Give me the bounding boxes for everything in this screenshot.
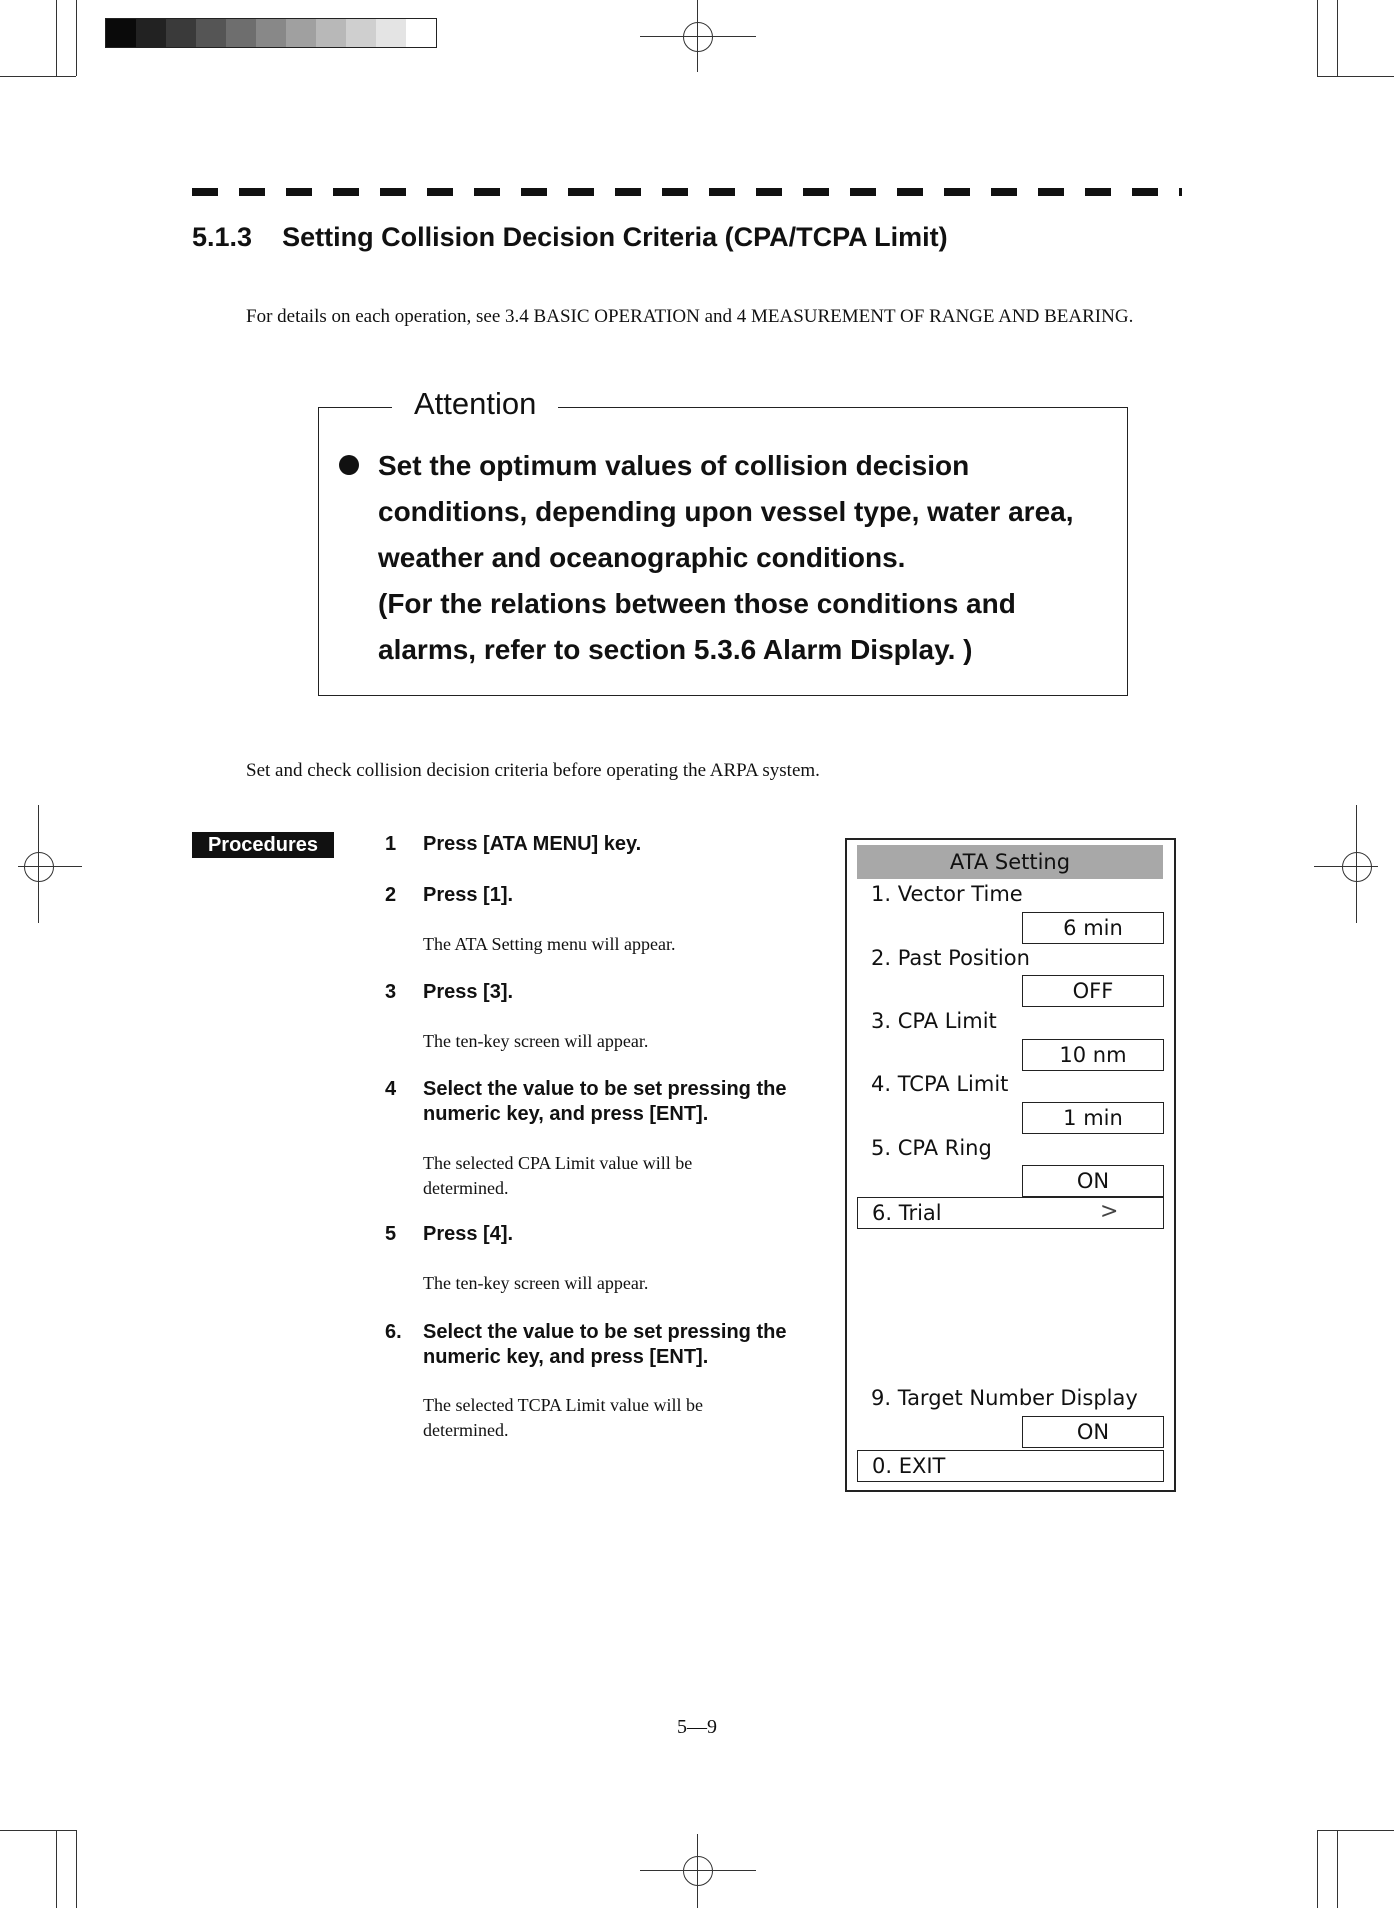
- registration-target: [683, 22, 713, 52]
- step-text: Press [3].: [423, 981, 514, 1003]
- section-number: 5.1.3: [192, 222, 253, 252]
- crop-mark: [56, 0, 57, 76]
- attention-line: conditions, depending upon vessel type, water area,: [378, 496, 1074, 527]
- crop-mark: [1317, 0, 1318, 76]
- crop-mark: [1317, 1830, 1394, 1831]
- crop-mark: [1337, 1830, 1338, 1908]
- crop-mark: [76, 1830, 77, 1908]
- crop-mark: [1337, 0, 1338, 76]
- intro-paragraph: For details on each operation, see 3.4 BASIC OPERATION and 4 MEASUREMENT OF RANGE AND BEARING.: [246, 306, 1134, 327]
- menu-item-exit[interactable]: [857, 1450, 1164, 1482]
- attention-line: alarms, refer to section 5.3.6 Alarm Display. ): [378, 634, 973, 665]
- crop-mark: [1317, 1830, 1318, 1908]
- menu-item-cpa-ring[interactable]: 5. CPA Ring: [871, 1136, 992, 1160]
- target-number-display-value[interactable]: ON: [1022, 1416, 1164, 1448]
- attention-line: (For the relations between those conditions and: [378, 588, 1016, 619]
- step-number: 1: [385, 833, 397, 855]
- crop-mark: [56, 1830, 57, 1908]
- page-number: 5—9: [677, 1716, 717, 1738]
- crop-mark: [0, 1830, 76, 1831]
- cpa-limit-value[interactable]: 10 nm: [1022, 1039, 1164, 1071]
- menu-title: ATA Setting: [857, 845, 1163, 879]
- step-note: The selected TCPA Limit value will be determined.: [423, 1395, 703, 1440]
- vector-time-value[interactable]: 6 min: [1022, 912, 1164, 944]
- crop-mark: [1317, 76, 1394, 77]
- crop-mark: [0, 76, 76, 77]
- attention-text: [378, 443, 1123, 673]
- registration-target: [1342, 852, 1372, 882]
- step-text: Press [4].: [423, 1223, 514, 1245]
- step-number: 6.: [385, 1321, 402, 1343]
- step-text: Press [ATA MENU] key.: [423, 833, 642, 855]
- step-text: Select the value to be set pressing the numeric key, and press [ENT].: [423, 1078, 787, 1125]
- step-text: Press [1].: [423, 884, 514, 906]
- procedures-badge: Procedures: [192, 832, 334, 858]
- step-note: The ten-key screen will appear.: [423, 1031, 649, 1051]
- step-text: Select the value to be set pressing the numeric key, and press [ENT].: [423, 1321, 787, 1368]
- registration-target: [683, 1856, 713, 1886]
- color-calibration-bar: [105, 18, 437, 48]
- trial-label: 6. Trial: [872, 1201, 942, 1225]
- step-note: The ten-key screen will appear.: [423, 1273, 649, 1293]
- attention-title: Attention: [392, 386, 558, 422]
- attention-line: weather and oceanographic conditions.: [378, 542, 906, 573]
- section-title: Setting Collision Decision Criteria (CPA/TCPA Limit): [282, 222, 948, 252]
- section-heading: [192, 222, 948, 253]
- past-position-value[interactable]: OFF: [1022, 975, 1164, 1007]
- menu-item-past-position[interactable]: 2. Past Position: [871, 946, 1030, 970]
- step-note: The selected CPA Limit value will be determined.: [423, 1153, 693, 1198]
- tcpa-limit-value[interactable]: 1 min: [1022, 1102, 1164, 1134]
- menu-item-target-number-display[interactable]: 9. Target Number Display: [871, 1386, 1138, 1410]
- step-number: 5: [385, 1223, 397, 1245]
- step-note: The ATA Setting menu will appear.: [423, 934, 676, 954]
- check-criteria-text: Set and check collision decision criteria before operating the ARPA system.: [246, 760, 820, 781]
- cpa-ring-value[interactable]: ON: [1022, 1165, 1164, 1197]
- step-number: 2: [385, 884, 397, 906]
- chevron-right-icon: >: [1100, 1199, 1119, 1224]
- menu-item-tcpa-limit[interactable]: 4. TCPA Limit: [871, 1072, 1009, 1096]
- step-number: 4: [385, 1078, 397, 1100]
- exit-label: 0. EXIT: [872, 1454, 946, 1478]
- menu-item-cpa-limit[interactable]: 3. CPA Limit: [871, 1009, 997, 1033]
- attention-line: Set the optimum values of collision decision: [378, 450, 970, 481]
- step-number: 3: [385, 981, 397, 1003]
- registration-target: [24, 852, 54, 882]
- bullet-icon: [339, 455, 359, 475]
- section-divider: [192, 188, 1182, 196]
- crop-mark: [76, 0, 77, 76]
- menu-item-vector-time[interactable]: 1. Vector Time: [871, 882, 1023, 906]
